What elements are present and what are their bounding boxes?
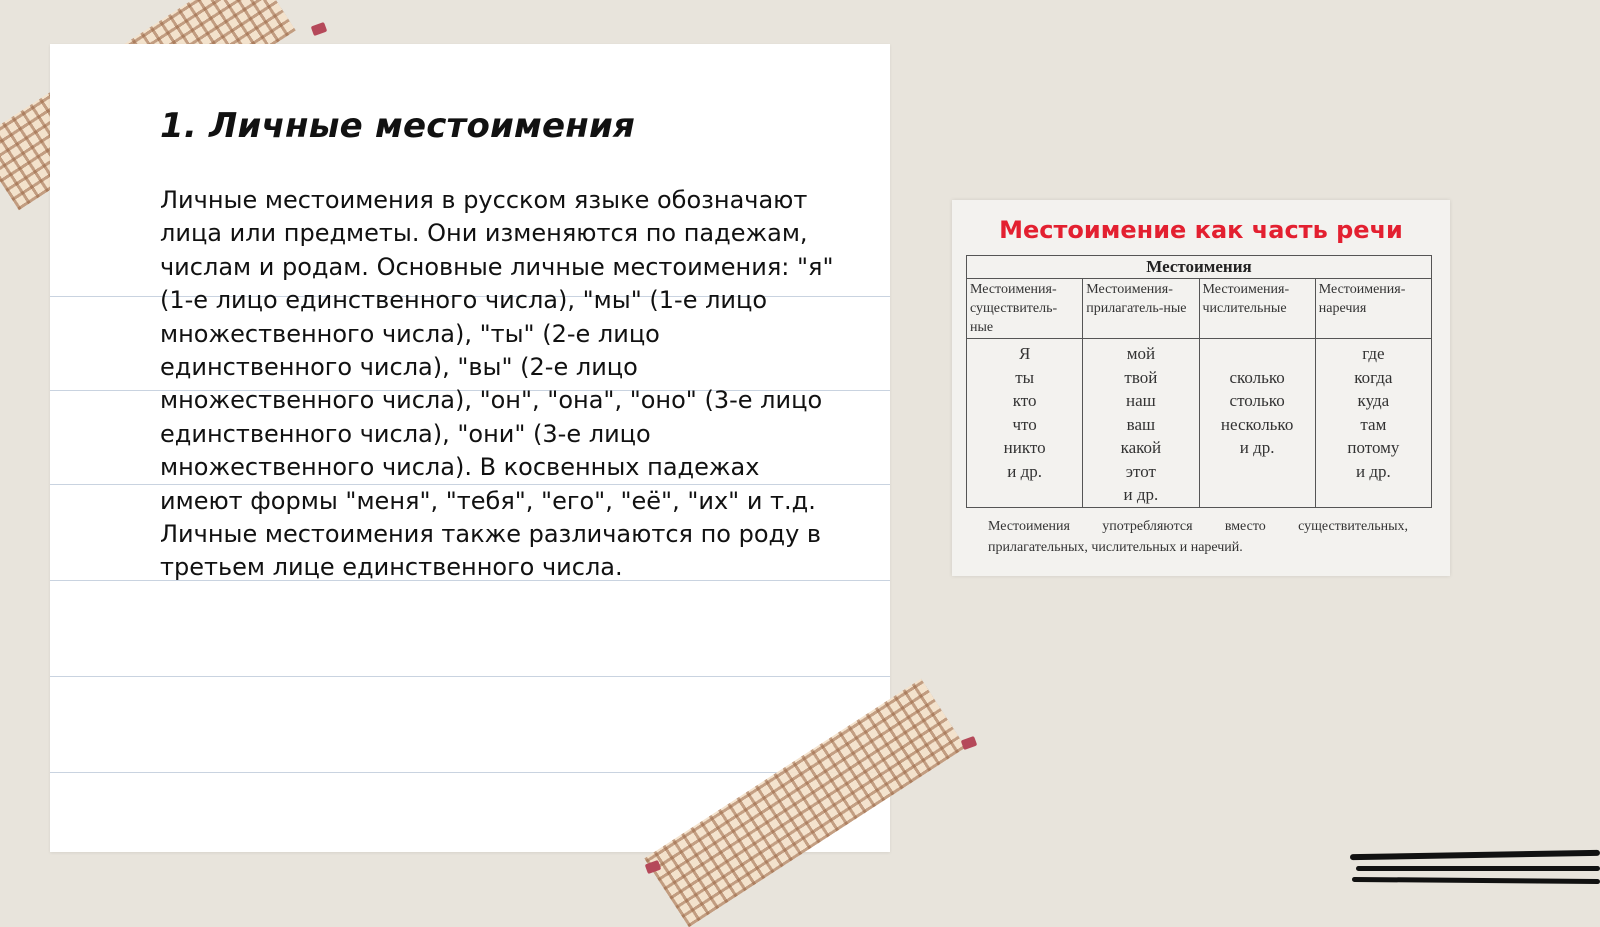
slide-body-text: Личные местоимения в русском языке обозначают лица или предметы. Они изменяются по падежам, числам и родам. Основные личные местоимения: "я" (1-е лицо единственного числа), "мы" (1-е лицо множественного числа), "ты" (2-е лицо единственного числа), "вы" (2-е лицо множественного числа), "он", "она", "оно" (3-е лицо единственного числа), "они" (3-е лицо множественного числа). В косвенных падежах имеют формы "меня", "тебя", "его", "её", "их" и т.д. Личные местоимения также различаются по роду в третьем лице единственного числа. (160, 186, 834, 582)
column-words (967, 339, 1083, 508)
paper-line (50, 772, 890, 773)
brush-stroke (1352, 877, 1600, 884)
pronoun-word (1200, 342, 1315, 366)
column-heading: Местоимения-существитель-ные (967, 279, 1083, 339)
brush-stroke (1350, 850, 1600, 860)
column-heading: Местоимения-наречия (1315, 279, 1431, 339)
slide-title: 1. Личные местоимения (160, 106, 636, 146)
pronoun-word: там (1360, 414, 1387, 434)
pronoun-word: мой (1126, 344, 1156, 363)
pronoun-word: и др. (1239, 438, 1275, 457)
pronoun-word: куда (1357, 391, 1390, 410)
pronoun-word: столько (1229, 391, 1285, 410)
column-heading: Местоимения-числительные (1199, 279, 1315, 339)
pronoun-word: ваш (1126, 414, 1156, 434)
pronoun-word: когда (1354, 367, 1393, 387)
brush-stroke (1356, 866, 1600, 871)
pronoun-word: и др. (1007, 461, 1042, 481)
pronoun-word: этот (1125, 461, 1156, 481)
tape-pin-icon (961, 736, 978, 750)
pronoun-table-image (952, 200, 1450, 576)
pronoun-word: ты (1015, 367, 1035, 387)
note-paper (50, 44, 890, 852)
table-note: Местоимения употребляются вместо существительных, прилагательных, числительных и наречий. (988, 519, 1408, 555)
pronoun-word: сколько (1229, 367, 1285, 387)
table-header: Местоимения (967, 256, 1432, 279)
pronoun-word: наш (1126, 391, 1156, 410)
pronoun-word: где (1362, 344, 1385, 363)
pronoun-word: твой (1124, 367, 1158, 387)
pronoun-word: что (1012, 414, 1037, 434)
pronoun-word: несколько (1220, 414, 1294, 434)
pronoun-word: кто (1012, 391, 1037, 410)
card-title: Местоимение как часть речи (999, 216, 1403, 244)
column-words (1199, 339, 1315, 508)
column-heading: Местоимения-прилагатель-ные (1083, 279, 1199, 339)
pronoun-word: потому (1347, 438, 1400, 457)
pronoun-table (966, 255, 1432, 508)
pronoun-word: и др. (1356, 461, 1391, 481)
pronoun-word: какой (1120, 438, 1162, 457)
column-words (1083, 339, 1199, 508)
paper-line (50, 676, 890, 677)
column-words (1315, 339, 1431, 508)
pronoun-word: и др. (1123, 485, 1159, 504)
pronoun-word: Я (1018, 344, 1031, 363)
tape-pin-icon (311, 22, 328, 36)
pronoun-word: никто (1003, 438, 1046, 457)
